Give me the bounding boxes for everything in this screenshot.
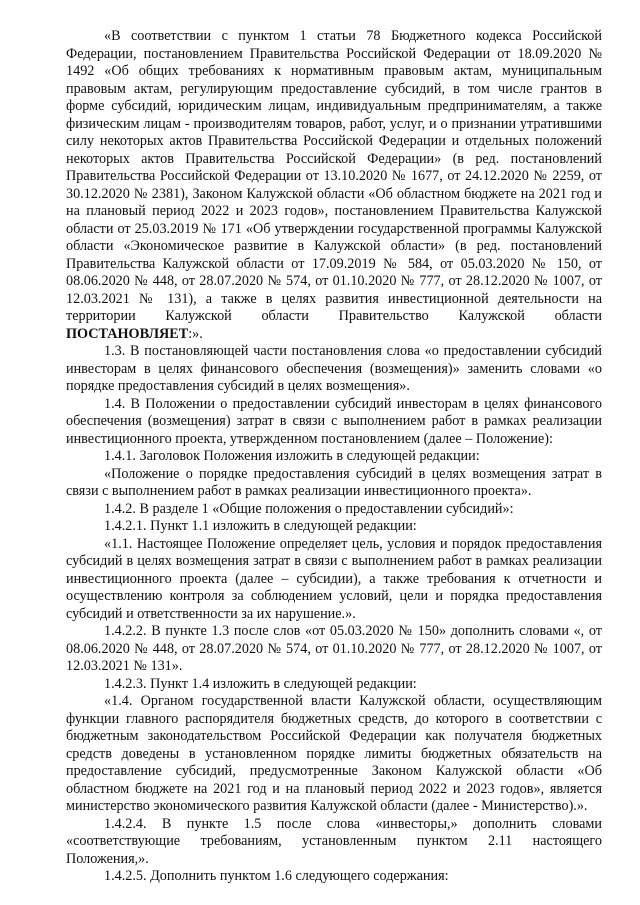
paragraph-1-4-2-3: 1.4.2.3. Пункт 1.4 изложить в следующей редакции: — [104, 675, 417, 692]
postanovlyaet-keyword: ПОСТАНОВЛЯЕТ — [66, 325, 189, 342]
paragraph-1-4-2-2: 1.4.2.2. В пункте 1.3 после слов «от 05.03.2020 № 150» дополнить словами «, от 08.06.2020 № 448, от 28.07.2020 № 574, от 01.10.2020 № 777, от 28.12.2020 № 1007, от 12.03.2021 № 131». — [66, 623, 602, 674]
paragraph-1-4-2-5: 1.4.2.5. Дополнить пунктом 1.6 следующего содержания: — [104, 868, 449, 884]
paragraph-1-4-1: 1.4.1. Заголовок Положения изложить в следующей редакции: — [104, 448, 480, 464]
paragraph-title-quote: «Положение о порядке предоставления субсидий в целях возмещения затрат в связи с выполнением работ в рамках реализации инвестиционного проекта». — [66, 465, 602, 499]
paragraph-preamble — [66, 28, 602, 343]
paragraph-preamble-tail: :». — [188, 325, 203, 342]
paragraph-1-1-quote: «1.1. Настоящее Положение определяет цель, условия и порядок предоставления субсидий в целях возмещения затрат в связи с выполнением работ в рамках реализации инвестиционного проекта (далее – субсидии), а также требования к отчетности и осуществлению контроля за соблюдением условий, цели и порядка предоставления субсидий и ответственности за их нарушение.». — [66, 535, 602, 622]
paragraph-1-4-2-4: 1.4.2.4. В пункте 1.5 после слова «инвесторы,» дополнить словами «соответствующие требованиям, установленным пунктом 2.11 настоящего Положения,». — [66, 815, 602, 867]
paragraph-1-4: 1.4. В Положении о предоставлении субсидий инвесторам в целях финансового обеспечения (возмещения) затрат в связи с выполнением работ в рамках реализации инвестиционного проекта, утвержденном постановлением (далее – Положение): — [66, 395, 602, 447]
paragraph-1-4-2: 1.4.2. В разделе 1 «Общие положения о предоставлении субсидий»: — [104, 500, 514, 517]
paragraph-1-4-2-1: 1.4.2.1. Пункт 1.1 изложить в следующей редакции: — [104, 518, 417, 534]
paragraph-1-4-quote: «1.4. Органом государственной власти Калужской области, осуществляющим функции главного распорядителя бюджетных средств, до которого в соответствии с бюджетным законодательством Российской Федерации как получателя бюджетных средств доведены в установленном порядке лимиты бюджетных обязательств на предоставление субсидий, предусмотренные Законом Калужской области «Об областном бюджете на 2021 год и на плановый период 2022 и 2023 годов», является министерство экономического развития Калужской области (далее - Министерство).». — [66, 693, 602, 814]
paragraph-1-3: 1.3. В постановляющей части постановления слова «о предоставлении субсидий инвесторам в целях финансового обеспечения (возмещения)» заменить словами «о порядке предоставления субсидий в целях возмещения». — [66, 343, 602, 394]
paragraph-preamble-text: «В соответствии с пунктом 1 статьи 78 Бюджетного кодекса Российской Федерации, постановлением Правительства Российской Федерации от 18.09.2020 № 1492 «Об общих требованиях к нормативным правовым актам, муниципальным правовым актам, регулирующим предоставление субсидий, в том числе грантов в форме субсидий, юридическим лицам, индивидуальным предпринимателям, а также физическим лицам - производителям товаров, работ, услуг, и о признании утратившими силу некоторых актов Правительства Российской Федерации и отдельных положений некоторых актов Правительства Российской Федерации» (в ред. постановлений Правительства Российской Федерации от 13.10.2020 № 1677, от 24.12.2020 № 2259, от 30.12.2020 № 2381), Законом Калужской области «Об областном бюджете на 2021 год и на плановый период 2022 и 2023 годов», постановлением Правительства Калужской области от 25.03.2019 № 171 «Об утверждении государственной программы Калужской области «Экономическое развитие в Калужской области» (в ред. постановлений Правительства Калужской области от 17.09.2019 № 584, от 05.03.2020 № 150, от 08.06.2020 № 448, от 28.07.2020 № 574, от 01.10.2020 № 777, от 28.12.2020 № 1007, от 12.03.2021 № 131), а также в целях развития инвестиционной деятельности на территории Калужской области Правительство Калужской области — [66, 28, 602, 324]
